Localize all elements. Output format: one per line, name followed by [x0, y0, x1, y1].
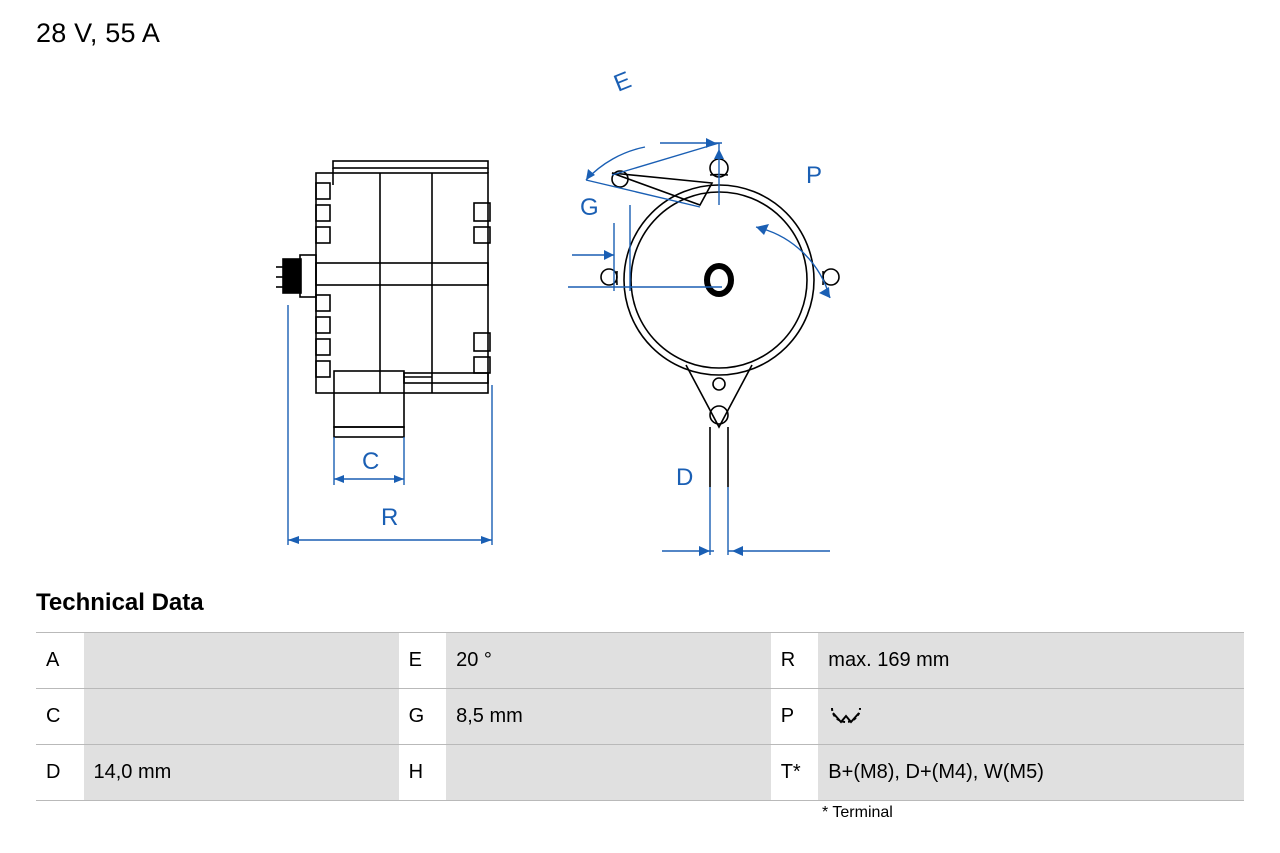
row-key-H: H [399, 745, 447, 801]
row-value-D: 14,0 mm [84, 745, 399, 801]
table-row [36, 633, 1244, 689]
row-key-D: D [36, 745, 84, 801]
table-row [36, 689, 1244, 745]
row-key-C: C [36, 689, 84, 745]
label-G: G [580, 194, 599, 221]
table-row [36, 745, 1244, 801]
row-value-H [446, 745, 771, 801]
label-R: R [381, 504, 399, 531]
alternator-technical-drawing [0, 55, 1280, 575]
row-key-P: P [771, 689, 819, 745]
technical-data-heading: Technical Data [36, 589, 204, 616]
label-D: D [676, 464, 694, 491]
front-view-drawing [601, 159, 839, 487]
label-C: C [362, 448, 380, 475]
rotation-direction-icon [828, 704, 864, 730]
row-key-A: A [36, 633, 84, 689]
row-key-G: G [399, 689, 447, 745]
side-view-drawing [276, 161, 490, 437]
label-P: P [806, 162, 823, 189]
row-value-G: 8,5 mm [446, 689, 771, 745]
row-value-E: 20 ° [446, 633, 771, 689]
front-view-dimensions [568, 138, 830, 556]
row-key-R: R [771, 633, 819, 689]
row-value-R: max. 169 mm [818, 633, 1244, 689]
row-key-T: T* [771, 745, 819, 801]
row-value-P [818, 689, 1244, 745]
side-view-dimension-labels [362, 448, 398, 531]
row-value-T: B+(M8), D+(M4), W(M5) [818, 745, 1244, 801]
terminal-footnote: * Terminal [822, 804, 893, 821]
label-E: E [610, 66, 636, 98]
row-value-C [84, 689, 399, 745]
technical-data-table [36, 632, 1244, 801]
page-title: 28 V, 55 A [36, 18, 161, 48]
row-key-E: E [399, 633, 447, 689]
row-value-A [84, 633, 399, 689]
